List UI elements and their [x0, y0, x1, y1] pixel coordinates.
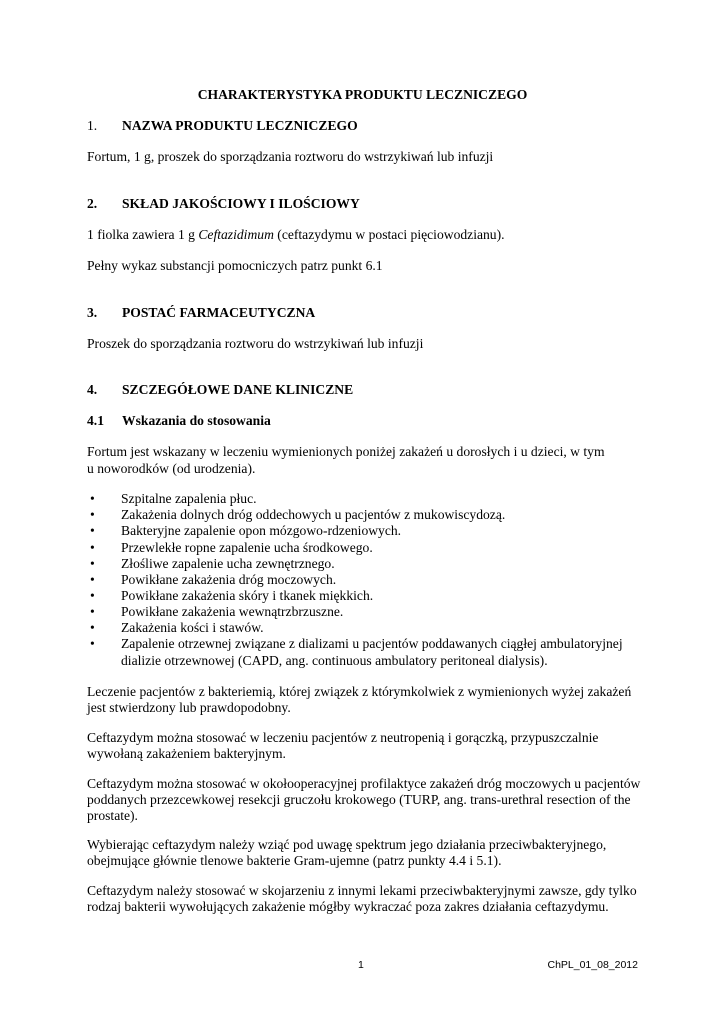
page-number: 1 — [358, 959, 364, 971]
bullet-icon: • — [90, 636, 95, 651]
section-1-text: Fortum, 1 g, proszek do sporządzania roztworu do wstrzykiwań lub infuzji — [87, 149, 494, 164]
bullet-text: Zapalenie otrzewnej związane z dializami u pacjentów poddawanych ciągłej ambulatoryjnej — [121, 636, 623, 651]
section-3-text: Proszek do sporządzania roztworu do wstrzykiwań lub infuzji — [87, 336, 424, 351]
paragraph-line: prostate). — [87, 808, 138, 823]
intro-line: u noworodków (od urodzenia). — [87, 461, 256, 476]
bullet-text: Powikłane zakażenia skóry i tkanek miękkich. — [121, 588, 374, 603]
section-2-text — [87, 227, 505, 243]
section-4-heading: SZCZEGÓŁOWE DANE KLINICZNE — [122, 382, 354, 397]
section-2-text2: Pełny wykaz substancji pomocniczych patrz punkt 6.1 — [87, 258, 383, 273]
bullet-text: Zakażenia dolnych dróg oddechowych u pacjentów z mukowiscydozą. — [121, 507, 506, 522]
section-3-heading: POSTAĆ FARMACEUTYCZNA — [122, 305, 316, 320]
bullet-text: Szpitalne zapalenia płuc. — [121, 491, 257, 506]
substance-name: Ceftazidimum — [198, 227, 274, 242]
bullet-icon: • — [90, 588, 95, 603]
paragraph-line: Ceftazydym należy stosować w skojarzeniu z innymi lekami przeciwbakteryjnymi zawsze, gdy tylko — [87, 883, 637, 898]
paragraph-line: poddanych przezcewkowej resekcji gruczołu krokowego (TURP, ang. trans-urethral resection of the — [87, 792, 631, 807]
paragraph-line: Wybierając ceftazydym należy wziąć pod uwagę spektrum jego działania przeciwbakteryjnego, — [87, 837, 607, 852]
paragraph-line: rodzaj bakterii wywołujących zakażenie mógłby wykraczać poza zakres działania ceftazydymu. — [87, 899, 609, 914]
paragraph-line: Ceftazydym można stosować w leczeniu pacjentów z neutropenią i gorączką, przypuszczalnie — [87, 730, 599, 745]
bullet-icon: • — [90, 620, 95, 635]
section-1-number: 1. — [87, 118, 98, 133]
bullet-icon: • — [90, 491, 95, 506]
bullet-text: Przewlekłe ropne zapalenie ucha środkowego. — [121, 540, 373, 555]
bullet-text: Bakteryjne zapalenie opon mózgowo-rdzeniowych. — [121, 523, 402, 538]
section-2-number: 2. — [87, 196, 98, 211]
bullet-icon: • — [90, 523, 95, 538]
bullet-text: Złośliwe zapalenie ucha zewnętrznego. — [121, 556, 335, 571]
paragraph-line: Leczenie pacjentów z bakteriemią, której związek z którymkolwiek z wymienionych wyżej zakażeń — [87, 684, 632, 699]
section-4-1-number: 4.1 — [87, 413, 104, 428]
bullet-icon: • — [90, 540, 95, 555]
intro-line: Fortum jest wskazany w leczeniu wymienionych poniżej zakażeń u dorosłych i u dzieci, w tym — [87, 444, 605, 459]
paragraph-line: Ceftazydym można stosować w okołooperacyjnej profilaktyce zakażeń dróg moczowych u pacjentów — [87, 776, 641, 791]
bullet-text: Zakażenia kości i stawów. — [121, 620, 264, 635]
section-4-number: 4. — [87, 382, 98, 397]
paragraph-line: jest stwierdzony lub prawdopodobny. — [87, 700, 291, 715]
section-1-heading: NAZWA PRODUKTU LECZNICZEGO — [122, 118, 358, 133]
document-code: ChPL_01_08_2012 — [547, 959, 638, 971]
section-2-text-post: (ceftazydymu w postaci pięciowodzianu). — [273, 227, 505, 242]
bullet-text-continuation: dializie otrzewnowej (CAPD, ang. continuous ambulatory peritoneal dialysis). — [121, 653, 548, 668]
bullet-icon: • — [90, 572, 95, 587]
section-3-number: 3. — [87, 305, 98, 320]
section-2-heading: SKŁAD JAKOŚCIOWY I ILOŚCIOWY — [122, 196, 360, 211]
bullet-icon: • — [90, 556, 95, 571]
paragraph-line: obejmujące głównie tlenowe bakterie Gram-ujemne (patrz punkty 4.4 i 5.1). — [87, 853, 502, 868]
bullet-text: Powikłane zakażenia dróg moczowych. — [121, 572, 337, 587]
section-4-1-heading: Wskazania do stosowania — [122, 413, 271, 428]
bullet-text: Powikłane zakażenia wewnątrzbrzuszne. — [121, 604, 344, 619]
paragraph-line: wywołaną zakażeniem bakteryjnym. — [87, 746, 286, 761]
document-title: CHARAKTERYSTYKA PRODUKTU LECZNICZEGO — [197, 87, 528, 102]
bullet-icon: • — [90, 604, 95, 619]
section-2-text-pre: 1 fiolka zawiera 1 g — [87, 227, 199, 242]
bullet-icon: • — [90, 507, 95, 522]
